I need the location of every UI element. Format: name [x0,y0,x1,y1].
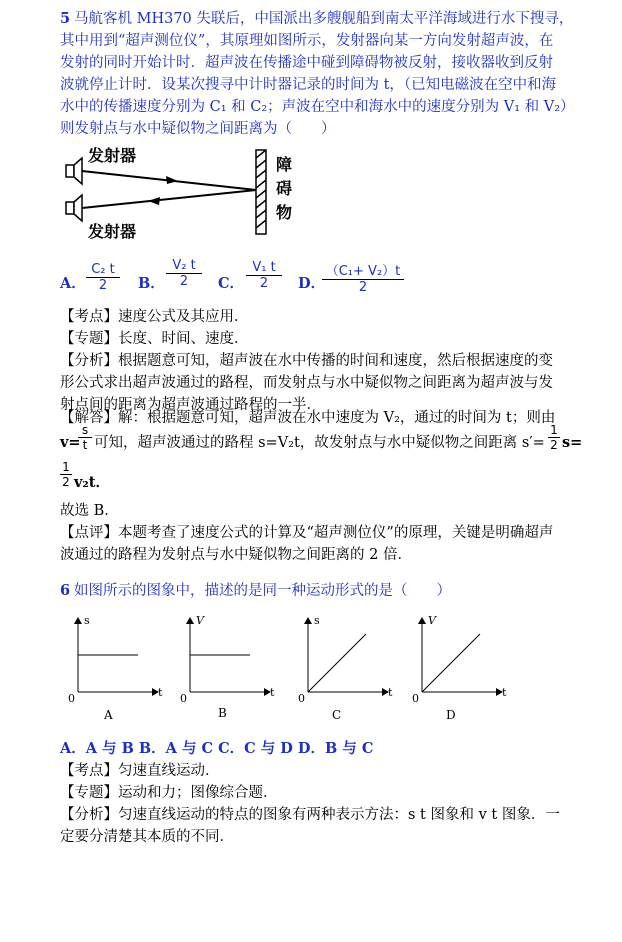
q5-fenxi-line-3: 射点间的距离为超声波通过路程的一半． [60,397,321,413]
q5-fenxi-line-1: 【分析】根据题意可知，超声波在水中传播的时间和速度，然后根据速度的变 [60,353,553,369]
option-d-fraction [322,260,404,295]
q6-number: 6 [60,582,71,599]
option-b-denominator: 2 [179,274,189,289]
q5-jieda-half2-den: 2 [62,475,70,489]
bottom-emitter-body [66,202,74,214]
q6-stem: 如图所示的图象中，描述的是同一种运动形式的是（ ） [74,583,451,599]
q5-stem-line-5: 水中的传播速度分别为 C₁ 和 C₂；声波在空中和海水中的速度分别为 V₁ 和 V₂） [60,99,575,115]
q5-kaodian: 【考点】速度公式及其应用． [60,309,249,325]
q5-jieda-half-fraction-2 [60,460,72,489]
q6-answers: A．A 与 B B．A 与 C C．C 与 D D．B 与 C [60,740,374,757]
q5-jieda-s-eq: s= [562,434,583,451]
graph-d-xlabel: t [502,686,507,699]
graph-c-line [308,634,366,692]
graph-b-xlabel: t [270,686,275,699]
graph-b [190,618,270,692]
bottom-emitter-label: 发射器 [88,222,137,241]
option-d-denominator: 2 [358,280,368,295]
q5-stem-line-3: 发射的同时开始计时．超声波在传播途中碰到障碍物被反射，接收器收到反射 [60,55,553,71]
graph-b-ylabel: V [196,614,204,627]
graph-c-ylabel: s [314,614,320,627]
option-a-label: A． [60,275,86,292]
q5-jieda-line-1: 【解答】解：根据题意可知，超声波在水中速度为 V₂，通过的时间为 t；则由 [60,410,556,426]
q5-guxuan: 故选 B． [60,503,119,519]
q5-jieda-t: t [82,438,88,452]
q5-stem-line-6: 则发射点与水中疑似物之间距离为（ ） [60,121,336,137]
barrier-char-1: 障 [276,155,293,174]
option-a-numerator: C₂ t [91,262,115,277]
q5-dianping-line-2: 波通过的路程为发射点与水中疑似物之间距离的 2 倍． [60,547,412,563]
graph-a-origin: 0 [68,692,75,705]
option-b-fraction [166,258,202,289]
q5-jieda-v-fraction [78,423,92,452]
option-c-label: C． [218,275,245,292]
option-c-denominator: 2 [259,276,269,291]
q6-fenxi-line-2: 定要分清楚其本质的不同． [60,829,234,845]
option-c-numerator: V₁ t [252,260,276,275]
graph-d-line [422,634,480,692]
graph-b-origin: 0 [180,692,187,705]
q6-zhuanti: 【专题】运动和力；图像综合题． [60,785,278,801]
graph-c-origin: 0 [298,692,305,705]
graphs-figure [60,610,530,730]
bottom-emitter-horn [74,195,82,221]
graph-b-name: B [218,706,227,720]
graph-a-name: A [104,708,113,722]
graph-a-xlabel: t [158,686,163,699]
q5-stem-line-4: 波就停止计时．设某次搜寻中计时器记录的时间为 t，（已知电磁波在空中和海 [60,77,557,93]
option-b-label: B． [138,275,165,292]
graph-d-name: D [446,708,456,722]
barrier-char-3: 物 [276,203,293,222]
q5-dianping-line-1: 【点评】本题考查了速度公式的计算及“超声测位仪”的原理，关键是明确超声 [60,525,554,541]
q5-fenxi-line-2: 形公式求出超声波通过的路程，而发射点与水中疑似物之间距离为超声波与发 [60,375,553,391]
reflected-ray [82,190,256,208]
q5-stem-line-2: 其中用到“超声测位仪”，其原理如图所示，发射器向某一方向发射超声波，在 [60,33,554,49]
option-a-denominator: 2 [98,278,108,293]
q5-jieda-half-num: 1 [550,423,558,437]
option-b-numerator: V₂ t [172,258,196,273]
q5-number: 5 [60,10,71,27]
graph-a [78,618,158,692]
option-a-fraction [86,262,120,293]
graph-c-xlabel: t [388,686,393,699]
graph-a-ylabel: s [84,614,90,627]
q5-jieda-v-eq: v= [60,434,81,451]
barrier-char-2: 碍 [276,179,293,198]
graph-d-origin: 0 [412,692,419,705]
top-emitter-horn [74,158,82,184]
graph-c [308,618,388,692]
q6-kaodian: 【考点】匀速直线运动． [60,763,220,779]
q5-jieda-half-den: 2 [550,438,558,452]
q5-jieda-half-fraction [548,423,560,452]
q5-zhuanti: 【专题】长度、时间、速度． [60,331,249,347]
incident-arrow [166,176,178,184]
q5-jieda-result: v₂t． [74,474,110,491]
top-emitter-body [66,165,74,177]
q5-stem-line-1: 马航客机 MH370 失联后，中国派出多艘舰船到南太平洋海域进行水下搜寻， [74,11,574,27]
q5-jieda-half2-num: 1 [62,460,70,474]
reflected-arrow [148,197,160,205]
graph-c-name: C [332,708,342,722]
option-d-label: D． [298,275,326,292]
q6-fenxi-line-1: 【分析】匀速直线运动的特点的图象有两种表示方法：s t 图象和 v t 图象．一 [60,807,560,823]
graph-d-ylabel: V [428,614,436,627]
option-d-numerator: （C₁+ V₂）t [325,264,401,279]
option-c-fraction [246,260,282,291]
top-emitter-label: 发射器 [88,146,137,165]
q5-jieda-line-2: 可知，超声波通过的路程 s=V₂t，故发射点与水中疑似物之间距离 s′= [94,435,545,451]
graph-d [422,618,502,692]
q5-jieda-s: s [81,423,89,437]
